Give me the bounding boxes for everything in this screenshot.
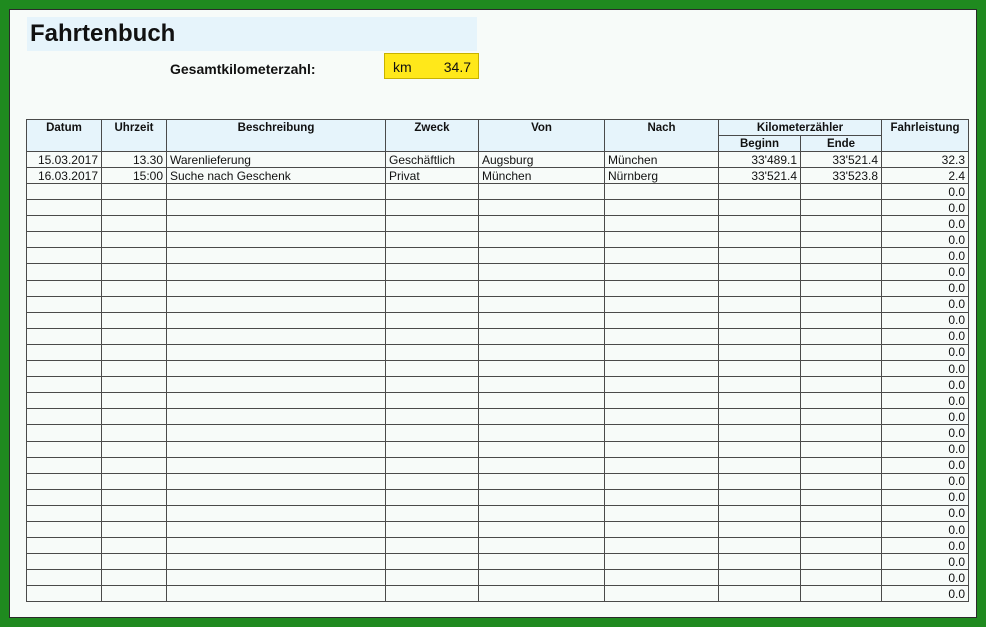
- cell-uhrzeit[interactable]: [102, 425, 167, 441]
- table-row: [27, 216, 969, 232]
- table-row: [27, 152, 969, 168]
- cell-beginn[interactable]: [719, 521, 801, 537]
- cell-uhrzeit[interactable]: [102, 328, 167, 344]
- cell-von[interactable]: [479, 296, 605, 312]
- cell-fahrleistung[interactable]: 2.4: [882, 168, 969, 184]
- cell-beschreibung[interactable]: [167, 312, 386, 328]
- cell-ende[interactable]: [801, 328, 882, 344]
- cell-beschreibung[interactable]: [167, 296, 386, 312]
- cell-beginn[interactable]: [719, 538, 801, 554]
- cell-beschreibung[interactable]: [167, 489, 386, 505]
- cell-datum[interactable]: [27, 457, 102, 473]
- cell-zweck[interactable]: [386, 328, 479, 344]
- cell-von[interactable]: München: [479, 168, 605, 184]
- logbook-table: [26, 119, 969, 602]
- cell-beschreibung[interactable]: [167, 441, 386, 457]
- table-row: [27, 168, 969, 184]
- total-km-unit: km: [393, 59, 412, 75]
- cell-nach[interactable]: [605, 296, 719, 312]
- cell-beginn[interactable]: [719, 232, 801, 248]
- col-header-nach[interactable]: Nach: [605, 120, 719, 152]
- table-row: [27, 248, 969, 264]
- cell-zweck[interactable]: [386, 425, 479, 441]
- cell-nach[interactable]: Nürnberg: [605, 168, 719, 184]
- cell-von[interactable]: [479, 473, 605, 489]
- cell-fahrleistung[interactable]: 0.0: [882, 361, 969, 377]
- table-row: [27, 538, 969, 554]
- cell-von[interactable]: [479, 216, 605, 232]
- cell-beginn[interactable]: [719, 296, 801, 312]
- cell-ende[interactable]: [801, 521, 882, 537]
- cell-beginn[interactable]: [719, 505, 801, 521]
- cell-beginn[interactable]: [719, 361, 801, 377]
- cell-fahrleistung[interactable]: 0.0: [882, 505, 969, 521]
- cell-ende[interactable]: [801, 377, 882, 393]
- cell-datum[interactable]: [27, 264, 102, 280]
- cell-ende[interactable]: 33'523.8: [801, 168, 882, 184]
- cell-von[interactable]: [479, 248, 605, 264]
- table-row: [27, 312, 969, 328]
- cell-von[interactable]: [479, 200, 605, 216]
- cell-beginn[interactable]: 33'521.4: [719, 168, 801, 184]
- cell-zweck[interactable]: [386, 409, 479, 425]
- cell-ende[interactable]: [801, 361, 882, 377]
- cell-uhrzeit[interactable]: [102, 377, 167, 393]
- col-header-beschreibung[interactable]: Beschreibung: [167, 120, 386, 152]
- cell-von[interactable]: [479, 184, 605, 200]
- cell-zweck[interactable]: Geschäftlich: [386, 152, 479, 168]
- cell-fahrleistung[interactable]: 0.0: [882, 586, 969, 602]
- cell-fahrleistung[interactable]: 0.0: [882, 377, 969, 393]
- cell-nach[interactable]: [605, 489, 719, 505]
- cell-datum[interactable]: [27, 521, 102, 537]
- cell-uhrzeit[interactable]: [102, 232, 167, 248]
- cell-beginn[interactable]: [719, 409, 801, 425]
- table-row: [27, 232, 969, 248]
- cell-uhrzeit[interactable]: [102, 344, 167, 360]
- col-header-zweck[interactable]: Zweck: [386, 120, 479, 152]
- total-km-value: 34.7: [443, 59, 471, 75]
- cell-nach[interactable]: [605, 538, 719, 554]
- cell-ende[interactable]: [801, 232, 882, 248]
- cell-fahrleistung[interactable]: 0.0: [882, 248, 969, 264]
- cell-von[interactable]: [479, 521, 605, 537]
- cell-beginn[interactable]: [719, 344, 801, 360]
- cell-beschreibung[interactable]: [167, 393, 386, 409]
- cell-beginn[interactable]: [719, 570, 801, 586]
- table-row: [27, 570, 969, 586]
- cell-datum[interactable]: [27, 505, 102, 521]
- cell-zweck[interactable]: [386, 200, 479, 216]
- table-row: [27, 409, 969, 425]
- cell-ende[interactable]: [801, 473, 882, 489]
- cell-nach[interactable]: [605, 344, 719, 360]
- cell-uhrzeit[interactable]: [102, 393, 167, 409]
- cell-uhrzeit[interactable]: [102, 200, 167, 216]
- cell-beschreibung[interactable]: [167, 586, 386, 602]
- table-row: [27, 264, 969, 280]
- cell-datum[interactable]: [27, 328, 102, 344]
- col-header-kilometerzaehler[interactable]: Kilometerzähler: [719, 120, 882, 136]
- cell-beginn[interactable]: [719, 248, 801, 264]
- cell-beschreibung[interactable]: [167, 280, 386, 296]
- cell-nach[interactable]: [605, 200, 719, 216]
- cell-uhrzeit[interactable]: [102, 570, 167, 586]
- table-row: [27, 184, 969, 200]
- cell-nach[interactable]: [605, 521, 719, 537]
- cell-nach[interactable]: [605, 216, 719, 232]
- col-header-datum[interactable]: Datum: [27, 120, 102, 152]
- cell-uhrzeit[interactable]: [102, 473, 167, 489]
- cell-beschreibung[interactable]: [167, 216, 386, 232]
- cell-fahrleistung[interactable]: 0.0: [882, 328, 969, 344]
- cell-fahrleistung[interactable]: 0.0: [882, 489, 969, 505]
- cell-fahrleistung[interactable]: 0.0: [882, 200, 969, 216]
- cell-fahrleistung[interactable]: 0.0: [882, 264, 969, 280]
- cell-ende[interactable]: [801, 441, 882, 457]
- cell-uhrzeit[interactable]: [102, 441, 167, 457]
- cell-uhrzeit[interactable]: [102, 216, 167, 232]
- cell-datum[interactable]: [27, 184, 102, 200]
- cell-zweck[interactable]: [386, 473, 479, 489]
- cell-ende[interactable]: [801, 216, 882, 232]
- cell-ende[interactable]: [801, 570, 882, 586]
- cell-beschreibung[interactable]: [167, 409, 386, 425]
- cell-beschreibung[interactable]: [167, 473, 386, 489]
- cell-uhrzeit[interactable]: 15:00: [102, 168, 167, 184]
- cell-fahrleistung[interactable]: 0.0: [882, 312, 969, 328]
- cell-fahrleistung[interactable]: 0.0: [882, 280, 969, 296]
- cell-beginn[interactable]: [719, 393, 801, 409]
- page-title: Fahrtenbuch: [30, 20, 176, 47]
- cell-beschreibung[interactable]: [167, 570, 386, 586]
- cell-zweck[interactable]: Privat: [386, 168, 479, 184]
- cell-uhrzeit[interactable]: [102, 554, 167, 570]
- cell-beschreibung[interactable]: Warenlieferung: [167, 152, 386, 168]
- table-row: [27, 344, 969, 360]
- table-row: [27, 361, 969, 377]
- cell-nach[interactable]: [605, 393, 719, 409]
- cell-nach[interactable]: [605, 473, 719, 489]
- cell-fahrleistung[interactable]: 0.0: [882, 409, 969, 425]
- cell-beginn[interactable]: [719, 184, 801, 200]
- cell-nach[interactable]: [605, 586, 719, 602]
- cell-uhrzeit[interactable]: [102, 505, 167, 521]
- cell-zweck[interactable]: [386, 586, 479, 602]
- table-row: [27, 280, 969, 296]
- cell-datum[interactable]: [27, 232, 102, 248]
- cell-datum[interactable]: [27, 200, 102, 216]
- cell-fahrleistung[interactable]: 32.3: [882, 152, 969, 168]
- cell-von[interactable]: [479, 505, 605, 521]
- cell-zweck[interactable]: [386, 248, 479, 264]
- col-header-beginn[interactable]: Beginn: [719, 136, 801, 152]
- cell-fahrleistung[interactable]: 0.0: [882, 232, 969, 248]
- cell-von[interactable]: [479, 232, 605, 248]
- cell-zweck[interactable]: [386, 232, 479, 248]
- cell-datum[interactable]: 15.03.2017: [27, 152, 102, 168]
- cell-beginn[interactable]: [719, 200, 801, 216]
- cell-beschreibung[interactable]: [167, 457, 386, 473]
- cell-beginn[interactable]: [719, 457, 801, 473]
- cell-von[interactable]: [479, 441, 605, 457]
- total-km-cell[interactable]: [384, 53, 479, 79]
- cell-uhrzeit[interactable]: [102, 489, 167, 505]
- cell-von[interactable]: [479, 538, 605, 554]
- cell-zweck[interactable]: [386, 344, 479, 360]
- cell-datum[interactable]: [27, 489, 102, 505]
- cell-nach[interactable]: München: [605, 152, 719, 168]
- cell-nach[interactable]: [605, 505, 719, 521]
- cell-datum[interactable]: [27, 554, 102, 570]
- cell-datum[interactable]: [27, 538, 102, 554]
- cell-beschreibung[interactable]: [167, 554, 386, 570]
- cell-ende[interactable]: [801, 184, 882, 200]
- cell-uhrzeit[interactable]: [102, 280, 167, 296]
- table-row: [27, 473, 969, 489]
- cell-datum[interactable]: [27, 344, 102, 360]
- cell-datum[interactable]: [27, 570, 102, 586]
- cell-beschreibung[interactable]: [167, 184, 386, 200]
- cell-ende[interactable]: [801, 489, 882, 505]
- cell-uhrzeit[interactable]: [102, 521, 167, 537]
- table-row: [27, 296, 969, 312]
- cell-nach[interactable]: [605, 184, 719, 200]
- cell-zweck[interactable]: [386, 570, 479, 586]
- cell-beginn[interactable]: [719, 441, 801, 457]
- cell-beginn[interactable]: [719, 264, 801, 280]
- cell-beginn[interactable]: [719, 280, 801, 296]
- cell-beschreibung[interactable]: [167, 344, 386, 360]
- cell-zweck[interactable]: [386, 296, 479, 312]
- cell-nach[interactable]: [605, 425, 719, 441]
- cell-fahrleistung[interactable]: 0.0: [882, 184, 969, 200]
- cell-ende[interactable]: [801, 344, 882, 360]
- cell-fahrleistung[interactable]: 0.0: [882, 425, 969, 441]
- cell-zweck[interactable]: [386, 538, 479, 554]
- cell-nach[interactable]: [605, 328, 719, 344]
- cell-fahrleistung[interactable]: 0.0: [882, 441, 969, 457]
- cell-zweck[interactable]: [386, 441, 479, 457]
- cell-datum[interactable]: [27, 312, 102, 328]
- cell-beschreibung[interactable]: [167, 521, 386, 537]
- col-header-fahrleistung[interactable]: Fahrleistung: [882, 120, 969, 152]
- cell-beginn[interactable]: [719, 312, 801, 328]
- table-row: [27, 505, 969, 521]
- cell-ende[interactable]: [801, 409, 882, 425]
- table-row: [27, 441, 969, 457]
- cell-nach[interactable]: [605, 264, 719, 280]
- cell-fahrleistung[interactable]: 0.0: [882, 473, 969, 489]
- cell-von[interactable]: [479, 409, 605, 425]
- cell-beginn[interactable]: [719, 377, 801, 393]
- cell-von[interactable]: [479, 344, 605, 360]
- cell-zweck[interactable]: [386, 361, 479, 377]
- cell-ende[interactable]: [801, 296, 882, 312]
- cell-von[interactable]: [479, 425, 605, 441]
- cell-beginn[interactable]: [719, 489, 801, 505]
- cell-datum[interactable]: [27, 409, 102, 425]
- cell-datum[interactable]: 16.03.2017: [27, 168, 102, 184]
- table-row: [27, 328, 969, 344]
- cell-datum[interactable]: [27, 473, 102, 489]
- table-row: [27, 489, 969, 505]
- cell-zweck[interactable]: [386, 505, 479, 521]
- cell-datum[interactable]: [27, 586, 102, 602]
- table-row: [27, 377, 969, 393]
- cell-datum[interactable]: [27, 377, 102, 393]
- cell-fahrleistung[interactable]: 0.0: [882, 570, 969, 586]
- cell-uhrzeit[interactable]: [102, 248, 167, 264]
- table-row: [27, 586, 969, 602]
- cell-fahrleistung[interactable]: 0.0: [882, 296, 969, 312]
- cell-von[interactable]: [479, 586, 605, 602]
- cell-beginn[interactable]: [719, 586, 801, 602]
- cell-datum[interactable]: [27, 361, 102, 377]
- cell-von[interactable]: [479, 457, 605, 473]
- cell-nach[interactable]: [605, 248, 719, 264]
- cell-beschreibung[interactable]: [167, 248, 386, 264]
- cell-nach[interactable]: [605, 377, 719, 393]
- cell-ende[interactable]: [801, 538, 882, 554]
- cell-fahrleistung[interactable]: 0.0: [882, 457, 969, 473]
- col-header-uhrzeit[interactable]: Uhrzeit: [102, 120, 167, 152]
- table-row: [27, 425, 969, 441]
- cell-zweck[interactable]: [386, 457, 479, 473]
- cell-von[interactable]: [479, 489, 605, 505]
- cell-ende[interactable]: [801, 248, 882, 264]
- cell-datum[interactable]: [27, 441, 102, 457]
- cell-uhrzeit[interactable]: 13.30: [102, 152, 167, 168]
- col-header-ende[interactable]: Ende: [801, 136, 882, 152]
- cell-zweck[interactable]: [386, 521, 479, 537]
- cell-ende[interactable]: [801, 200, 882, 216]
- cell-fahrleistung[interactable]: 0.0: [882, 521, 969, 537]
- table-row: [27, 521, 969, 537]
- cell-von[interactable]: [479, 328, 605, 344]
- cell-nach[interactable]: [605, 409, 719, 425]
- table-row: [27, 393, 969, 409]
- cell-uhrzeit[interactable]: [102, 538, 167, 554]
- cell-beschreibung[interactable]: [167, 200, 386, 216]
- cell-nach[interactable]: [605, 554, 719, 570]
- cell-uhrzeit[interactable]: [102, 586, 167, 602]
- cell-zweck[interactable]: [386, 489, 479, 505]
- cell-nach[interactable]: [605, 280, 719, 296]
- cell-datum[interactable]: [27, 425, 102, 441]
- cell-ende[interactable]: [801, 264, 882, 280]
- cell-uhrzeit[interactable]: [102, 312, 167, 328]
- cell-beginn[interactable]: 33'489.1: [719, 152, 801, 168]
- cell-beginn[interactable]: [719, 425, 801, 441]
- cell-von[interactable]: [479, 570, 605, 586]
- cell-uhrzeit[interactable]: [102, 184, 167, 200]
- cell-ende[interactable]: [801, 312, 882, 328]
- cell-nach[interactable]: [605, 232, 719, 248]
- cell-fahrleistung[interactable]: 0.0: [882, 216, 969, 232]
- cell-ende[interactable]: [801, 457, 882, 473]
- cell-zweck[interactable]: [386, 280, 479, 296]
- cell-uhrzeit[interactable]: [102, 361, 167, 377]
- table-row: [27, 200, 969, 216]
- cell-beschreibung[interactable]: [167, 538, 386, 554]
- cell-nach[interactable]: [605, 457, 719, 473]
- cell-datum[interactable]: [27, 248, 102, 264]
- cell-zweck[interactable]: [386, 264, 479, 280]
- cell-von[interactable]: [479, 361, 605, 377]
- cell-uhrzeit[interactable]: [102, 296, 167, 312]
- cell-von[interactable]: [479, 264, 605, 280]
- cell-beginn[interactable]: [719, 554, 801, 570]
- cell-ende[interactable]: [801, 393, 882, 409]
- cell-zweck[interactable]: [386, 393, 479, 409]
- cell-datum[interactable]: [27, 280, 102, 296]
- cell-von[interactable]: [479, 280, 605, 296]
- cell-datum[interactable]: [27, 296, 102, 312]
- cell-von[interactable]: [479, 393, 605, 409]
- cell-uhrzeit[interactable]: [102, 264, 167, 280]
- cell-zweck[interactable]: [386, 312, 479, 328]
- cell-beschreibung[interactable]: [167, 361, 386, 377]
- cell-von[interactable]: [479, 312, 605, 328]
- cell-fahrleistung[interactable]: 0.0: [882, 538, 969, 554]
- cell-beschreibung[interactable]: Suche nach Geschenk: [167, 168, 386, 184]
- cell-beginn[interactable]: [719, 216, 801, 232]
- total-km-label: Gesamtkilometerzahl:: [170, 61, 316, 77]
- cell-fahrleistung[interactable]: 0.0: [882, 344, 969, 360]
- cell-beschreibung[interactable]: [167, 505, 386, 521]
- cell-nach[interactable]: [605, 312, 719, 328]
- table-row: [27, 554, 969, 570]
- cell-ende[interactable]: 33'521.4: [801, 152, 882, 168]
- spreadsheet-sheet: [9, 9, 977, 618]
- cell-beschreibung[interactable]: [167, 377, 386, 393]
- cell-ende[interactable]: [801, 554, 882, 570]
- cell-uhrzeit[interactable]: [102, 457, 167, 473]
- cell-beginn[interactable]: [719, 328, 801, 344]
- table-row: [27, 457, 969, 473]
- cell-nach[interactable]: [605, 361, 719, 377]
- cell-ende[interactable]: [801, 280, 882, 296]
- cell-zweck[interactable]: [386, 184, 479, 200]
- cell-ende[interactable]: [801, 586, 882, 602]
- cell-beschreibung[interactable]: [167, 425, 386, 441]
- cell-von[interactable]: Augsburg: [479, 152, 605, 168]
- cell-datum[interactable]: [27, 216, 102, 232]
- cell-beschreibung[interactable]: [167, 232, 386, 248]
- cell-beschreibung[interactable]: [167, 264, 386, 280]
- cell-zweck[interactable]: [386, 554, 479, 570]
- cell-ende[interactable]: [801, 505, 882, 521]
- cell-fahrleistung[interactable]: 0.0: [882, 393, 969, 409]
- cell-von[interactable]: [479, 377, 605, 393]
- cell-nach[interactable]: [605, 570, 719, 586]
- cell-nach[interactable]: [605, 441, 719, 457]
- cell-beschreibung[interactable]: [167, 328, 386, 344]
- cell-datum[interactable]: [27, 393, 102, 409]
- col-header-von[interactable]: Von: [479, 120, 605, 152]
- cell-uhrzeit[interactable]: [102, 409, 167, 425]
- logbook-body: [27, 152, 969, 602]
- cell-zweck[interactable]: [386, 377, 479, 393]
- cell-ende[interactable]: [801, 425, 882, 441]
- cell-zweck[interactable]: [386, 216, 479, 232]
- cell-beginn[interactable]: [719, 473, 801, 489]
- cell-von[interactable]: [479, 554, 605, 570]
- cell-fahrleistung[interactable]: 0.0: [882, 554, 969, 570]
